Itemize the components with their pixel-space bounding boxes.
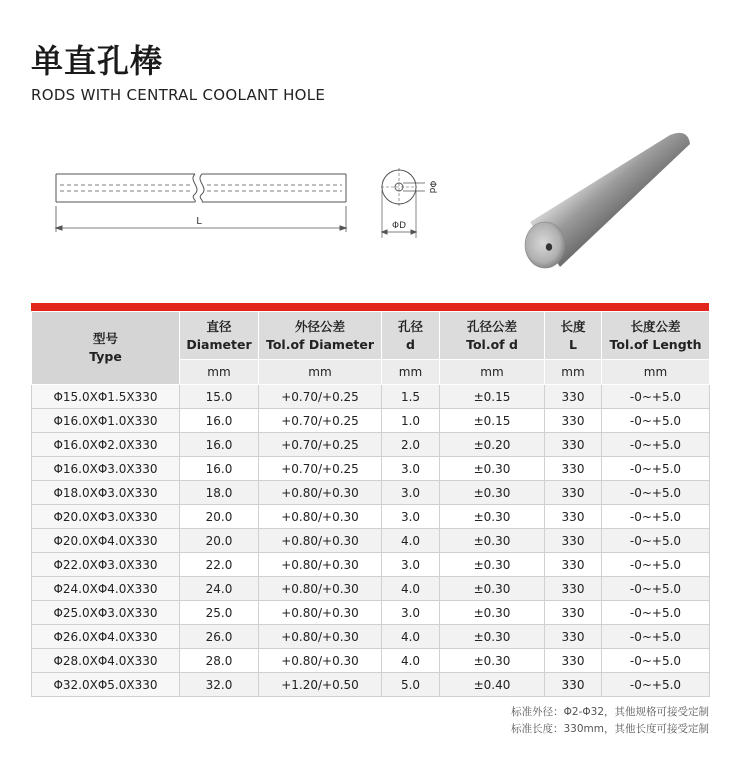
table-cell: 330 — [545, 481, 602, 505]
table-cell: 32.0 — [180, 673, 259, 697]
table-cell: Φ32.0XΦ5.0X330 — [32, 673, 180, 697]
table-cell: ±0.30 — [440, 625, 545, 649]
table-cell: +0.80/+0.30 — [259, 553, 382, 577]
table-cell: 3.0 — [382, 553, 440, 577]
table-row — [32, 457, 710, 481]
table-cell: 16.0 — [180, 433, 259, 457]
table-cell: 4.0 — [382, 649, 440, 673]
unit-cell: mm — [545, 360, 602, 385]
table-cell: -0~+5.0 — [602, 601, 710, 625]
table-cell: 16.0 — [180, 409, 259, 433]
table-cell: 20.0 — [180, 529, 259, 553]
table-cell: ±0.30 — [440, 649, 545, 673]
table-cell: 330 — [545, 433, 602, 457]
table-cell: +0.70/+0.25 — [259, 409, 382, 433]
table-cell: 5.0 — [382, 673, 440, 697]
table-cell: 330 — [545, 553, 602, 577]
header-cn: 型号 — [92, 331, 118, 346]
table-row — [32, 601, 710, 625]
table-cell: Φ22.0XΦ3.0X330 — [32, 553, 180, 577]
table-row — [32, 577, 710, 601]
table-cell: ±0.40 — [440, 673, 545, 697]
header-en: L — [569, 336, 577, 352]
table-cell: 330 — [545, 649, 602, 673]
header-cn: 直径 — [206, 318, 232, 334]
header-cell — [382, 312, 440, 360]
header-cn: 孔径公差 — [466, 318, 517, 334]
unit-cell: mm — [259, 360, 382, 385]
header-en: d — [406, 336, 415, 352]
table-cell: ±0.30 — [440, 577, 545, 601]
table-cell: -0~+5.0 — [602, 625, 710, 649]
table-cell: 20.0 — [180, 505, 259, 529]
table-cell: 3.0 — [382, 505, 440, 529]
table-cell: ±0.30 — [440, 457, 545, 481]
table-cell: Φ15.0XΦ1.5X330 — [32, 385, 180, 409]
table-row — [32, 385, 710, 409]
table-cell: 3.0 — [382, 457, 440, 481]
table-cell: 330 — [545, 457, 602, 481]
table-cell: 16.0 — [180, 457, 259, 481]
table-cell: 4.0 — [382, 529, 440, 553]
table-cell: Φ18.0XΦ3.0X330 — [32, 481, 180, 505]
table-cell: -0~+5.0 — [602, 409, 710, 433]
table-cell: 4.0 — [382, 577, 440, 601]
diameter-label: ΦD — [391, 221, 407, 231]
table-cell: 330 — [545, 409, 602, 433]
header-cn: 长度 — [560, 318, 586, 334]
header-cn: 外径公差 — [294, 318, 345, 334]
table-row — [32, 625, 710, 649]
note-line-2: 标准长度：330mm，其他长度可接受定制 — [511, 723, 709, 735]
table-cell: 4.0 — [382, 625, 440, 649]
table-cell: 330 — [545, 625, 602, 649]
header-en: Type — [89, 349, 122, 364]
table-row — [32, 673, 710, 697]
table-cell: Φ16.0XΦ2.0X330 — [32, 433, 180, 457]
table-cell: +1.20/+0.50 — [259, 673, 382, 697]
table-cell: 1.5 — [382, 385, 440, 409]
header-cell — [440, 312, 545, 360]
hole-label: Φd — [427, 180, 437, 194]
table-cell: +0.80/+0.30 — [259, 601, 382, 625]
header-en: Tol.of d — [466, 336, 518, 352]
table-row — [32, 649, 710, 673]
table-cell: Φ25.0XΦ3.0X330 — [32, 601, 180, 625]
table-cell: 330 — [545, 529, 602, 553]
header-en: Diameter — [186, 336, 252, 352]
page-title: 单直孔棒 — [31, 42, 164, 80]
table-cell: -0~+5.0 — [602, 481, 710, 505]
header-cn: 孔径 — [397, 318, 423, 334]
table-cell: +0.80/+0.30 — [259, 577, 382, 601]
table-cell: +0.70/+0.25 — [259, 457, 382, 481]
table-cell: 24.0 — [180, 577, 259, 601]
header-en: Tol.of Length — [609, 336, 702, 352]
table-row — [32, 433, 710, 457]
table-cell: -0~+5.0 — [602, 649, 710, 673]
header-en: Tol.of Diameter — [265, 336, 375, 352]
table-cell: 28.0 — [180, 649, 259, 673]
table-cell: ±0.30 — [440, 481, 545, 505]
table-cell: 25.0 — [180, 601, 259, 625]
table-cell: +0.80/+0.30 — [259, 529, 382, 553]
table-row — [32, 409, 710, 433]
table-cell: -0~+5.0 — [602, 673, 710, 697]
table-cell: 15.0 — [180, 385, 259, 409]
table-cell: ±0.30 — [440, 505, 545, 529]
table-cell: 330 — [545, 577, 602, 601]
table-cell: +0.80/+0.30 — [259, 505, 382, 529]
spec-table — [31, 311, 710, 697]
table-cell: Φ24.0XΦ4.0X330 — [32, 577, 180, 601]
rod-photo — [520, 130, 700, 280]
table-cell: ±0.15 — [440, 409, 545, 433]
table-cell: +0.70/+0.25 — [259, 433, 382, 457]
table-cell: 18.0 — [180, 481, 259, 505]
table-cell: -0~+5.0 — [602, 457, 710, 481]
header-cell — [32, 312, 180, 385]
table-cell: Φ20.0XΦ4.0X330 — [32, 529, 180, 553]
table-cell: +0.70/+0.25 — [259, 385, 382, 409]
notes — [511, 704, 709, 738]
header-cell — [259, 312, 382, 360]
header-cell — [180, 312, 259, 360]
table-cell: ±0.20 — [440, 433, 545, 457]
table-cell: ±0.30 — [440, 553, 545, 577]
table-cell: Φ16.0XΦ3.0X330 — [32, 457, 180, 481]
table-row — [32, 529, 710, 553]
table-cell: 330 — [545, 673, 602, 697]
table-cell: +0.80/+0.30 — [259, 625, 382, 649]
unit-cell: mm — [440, 360, 545, 385]
table-cell: 330 — [545, 385, 602, 409]
header-row — [32, 312, 710, 360]
table-cell: -0~+5.0 — [602, 577, 710, 601]
table-cell: Φ16.0XΦ1.0X330 — [32, 409, 180, 433]
table-cell: -0~+5.0 — [602, 505, 710, 529]
table-cell: ±0.30 — [440, 601, 545, 625]
header-cn: 长度公差 — [630, 318, 681, 334]
table-cell: +0.80/+0.30 — [259, 481, 382, 505]
table-row — [32, 553, 710, 577]
table-cell: -0~+5.0 — [602, 553, 710, 577]
length-label: L — [196, 216, 202, 227]
table-cell: ±0.15 — [440, 385, 545, 409]
unit-cell: mm — [602, 360, 710, 385]
technical-drawing — [50, 160, 450, 245]
table-cell: Φ20.0XΦ3.0X330 — [32, 505, 180, 529]
table-cell: 1.0 — [382, 409, 440, 433]
table-row — [32, 505, 710, 529]
table-cell: +0.80/+0.30 — [259, 649, 382, 673]
table-row — [32, 481, 710, 505]
table-cell: -0~+5.0 — [602, 529, 710, 553]
table-cell: 22.0 — [180, 553, 259, 577]
table-cell: -0~+5.0 — [602, 385, 710, 409]
header-cell — [545, 312, 602, 360]
page-subtitle: RODS WITH CENTRAL COOLANT HOLE — [31, 86, 326, 104]
table-cell: -0~+5.0 — [602, 433, 710, 457]
accent-bar — [31, 303, 709, 311]
header-cell — [602, 312, 710, 360]
note-line-1: 标准外径：Φ2-Φ32，其他规格可接受定制 — [511, 706, 709, 718]
table-cell: 330 — [545, 601, 602, 625]
table-cell: Φ28.0XΦ4.0X330 — [32, 649, 180, 673]
table-cell: 26.0 — [180, 625, 259, 649]
table-cell: Φ26.0XΦ4.0X330 — [32, 625, 180, 649]
table-cell: 2.0 — [382, 433, 440, 457]
unit-cell: mm — [382, 360, 440, 385]
table-cell: ±0.30 — [440, 529, 545, 553]
table-cell: 330 — [545, 505, 602, 529]
unit-cell: mm — [180, 360, 259, 385]
table-cell: 3.0 — [382, 601, 440, 625]
table-cell: 3.0 — [382, 481, 440, 505]
